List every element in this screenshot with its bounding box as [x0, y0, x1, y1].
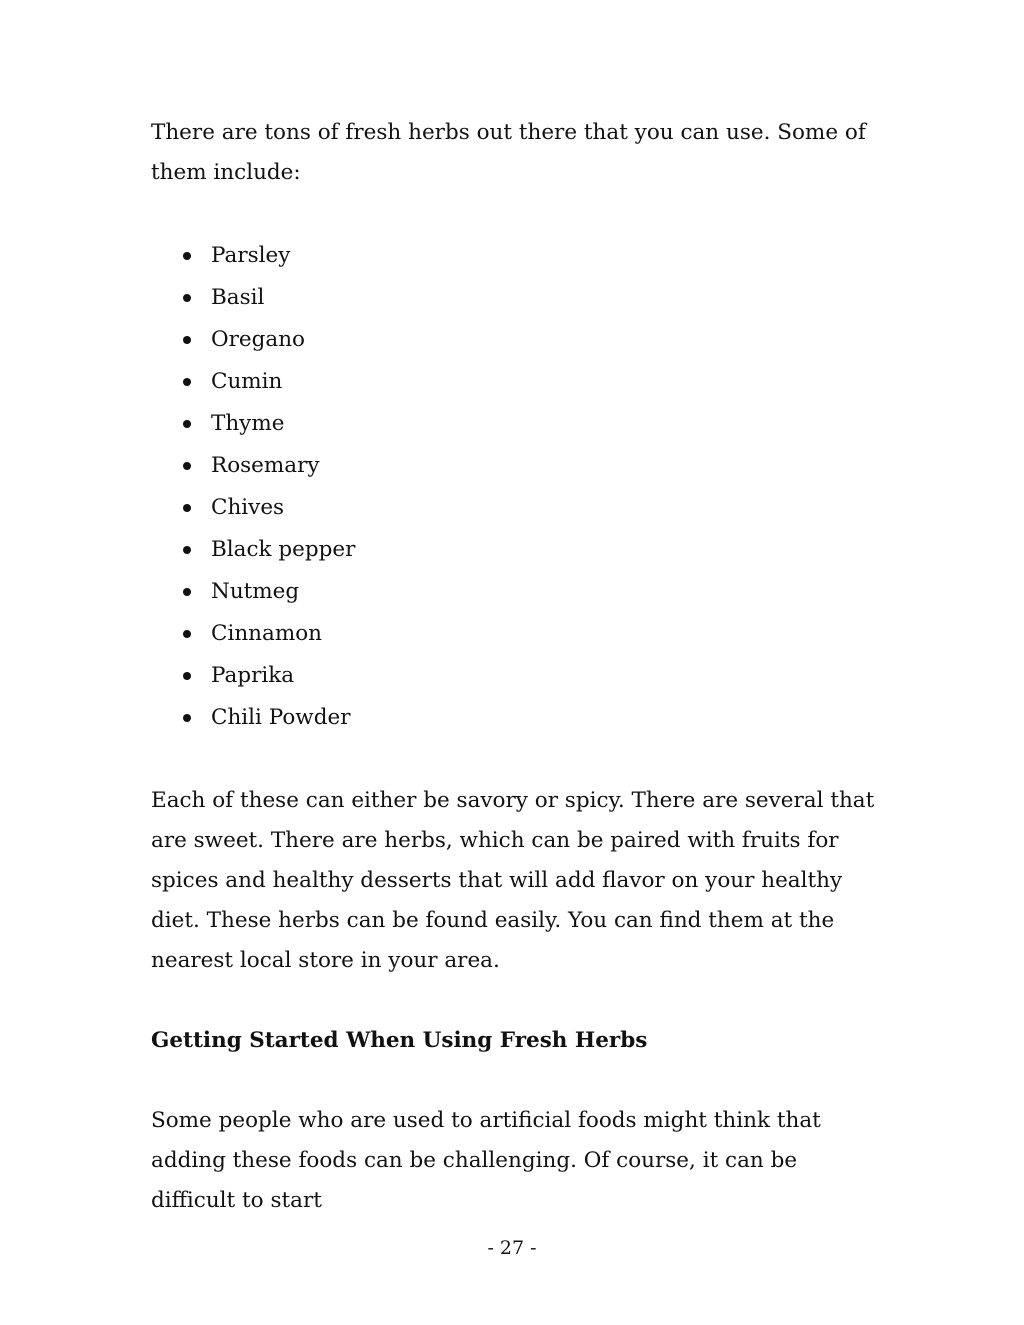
herb-name: Oregano [211, 327, 305, 352]
page-number: - 27 - [487, 1237, 537, 1259]
list-item [151, 403, 886, 445]
body-paragraph: Each of these can either be savory or spicy. There are several that are sweet. There are herbs, which can be paired with fruits for spices and healthy desserts that will add flavor on your healthy diet. These herbs can be found easily. You can find them at the nearest local store in your area. [151, 788, 875, 973]
bullet-icon [183, 336, 191, 344]
herb-name: Nutmeg [211, 579, 300, 604]
bullet-icon [183, 294, 191, 302]
bullet-icon [183, 504, 191, 512]
bullet-icon [183, 588, 191, 596]
herb-name: Basil [211, 285, 265, 310]
list-item [151, 571, 886, 613]
bullet-icon [183, 714, 191, 722]
herb-name: Chili Powder [211, 705, 351, 730]
herb-list [151, 235, 886, 739]
list-item [151, 655, 886, 697]
intro-paragraph: There are tons of fresh herbs out there that you can use. Some of them include: [151, 120, 866, 185]
bullet-icon [183, 462, 191, 470]
section-paragraph: Some people who are used to artificial foods might think that adding these foods can be challenging. Of course, it can be difficult to start [151, 1108, 821, 1213]
list-item [151, 613, 886, 655]
bullet-icon [183, 672, 191, 680]
list-item [151, 361, 886, 403]
bullet-icon [183, 252, 191, 260]
list-item [151, 487, 886, 529]
bullet-icon [183, 378, 191, 386]
herb-name: Cinnamon [211, 621, 323, 646]
herb-name: Rosemary [211, 453, 320, 478]
bullet-icon [183, 420, 191, 428]
herb-name: Cumin [211, 369, 283, 394]
list-item [151, 277, 886, 319]
list-item [151, 235, 886, 277]
page-content [151, 113, 886, 1221]
section-heading: Getting Started When Using Fresh Herbs [151, 1028, 648, 1053]
bullet-icon [183, 546, 191, 554]
herb-name: Parsley [211, 243, 291, 268]
list-item [151, 529, 886, 571]
bullet-icon [183, 630, 191, 638]
herb-name: Thyme [211, 411, 285, 436]
herb-name: Black pepper [211, 537, 356, 562]
herb-name: Chives [211, 495, 285, 520]
list-item [151, 319, 886, 361]
list-item [151, 697, 886, 739]
herb-name: Paprika [211, 663, 295, 688]
list-item [151, 445, 886, 487]
